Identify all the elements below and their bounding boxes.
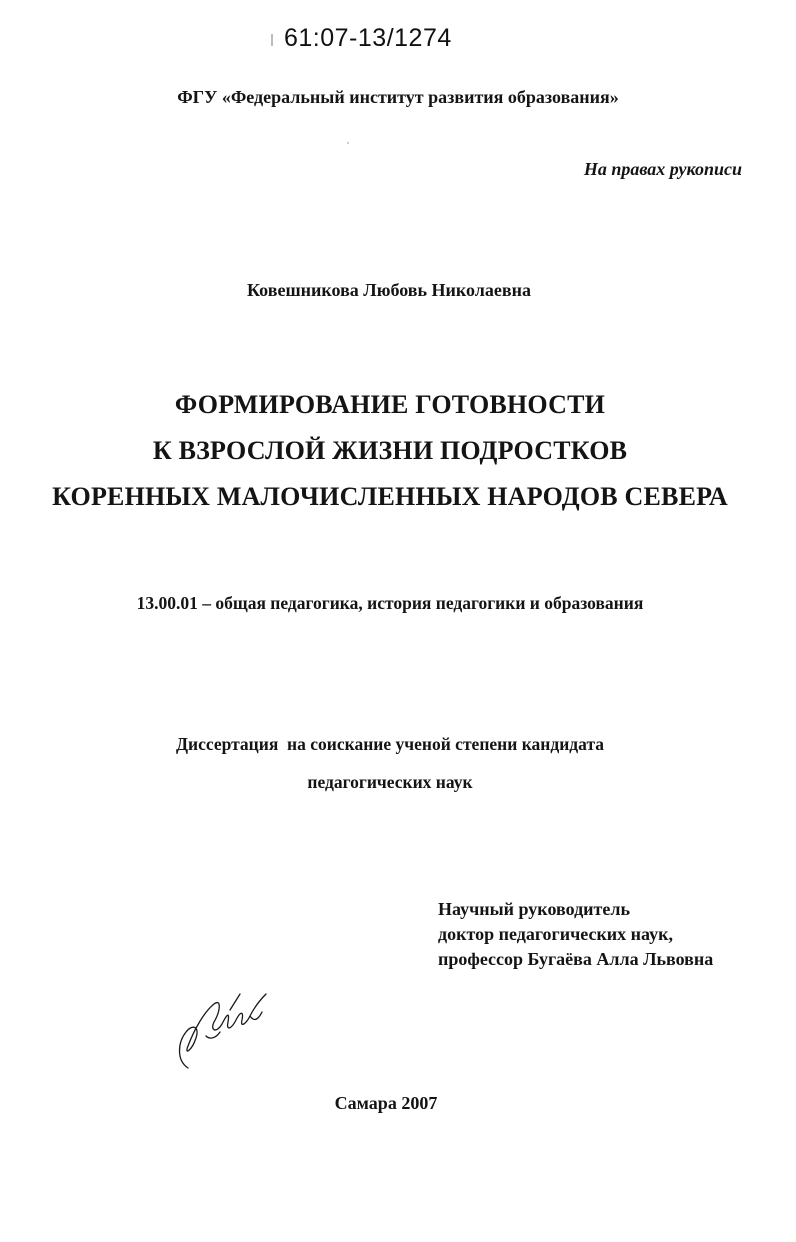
degree-statement: [0, 725, 780, 801]
dissertation-title: [0, 382, 780, 520]
institution-name: ФГУ «Федеральный институт развития образования»: [177, 87, 619, 107]
manuscript-note: На правах рукописи: [583, 159, 742, 179]
scan-speck: [347, 142, 349, 144]
title-line: К ВЗРОСЛОЙ ЖИЗНИ ПОДРОСТКОВ: [152, 436, 628, 465]
city-year: Самара 2007: [334, 1093, 438, 1113]
catalog-number: 61:07-13/1274: [284, 24, 452, 52]
degree-line: Диссертация на соискание ученой степени кандидата: [175, 734, 605, 754]
supervisor-line: доктор педагогических наук,: [438, 924, 674, 944]
scan-mark: [271, 34, 273, 46]
supervisor-block: [438, 897, 713, 972]
specialty-code: 13.00.01 – общая педагогика, история педагогики и образования: [136, 593, 644, 613]
title-line: КОРЕННЫХ МАЛОЧИСЛЕННЫХ НАРОДОВ СЕВЕРА: [52, 482, 728, 511]
degree-line: педагогических наук: [307, 772, 473, 792]
signature-icon: [170, 976, 280, 1076]
title-line: ФОРМИРОВАНИЕ ГОТОВНОСТИ: [174, 390, 606, 419]
author-name: Ковешникова Любовь Николаевна: [247, 280, 531, 300]
supervisor-line: профессор Бугаёва Алла Львовна: [438, 949, 714, 969]
supervisor-line: Научный руководитель: [438, 899, 630, 919]
